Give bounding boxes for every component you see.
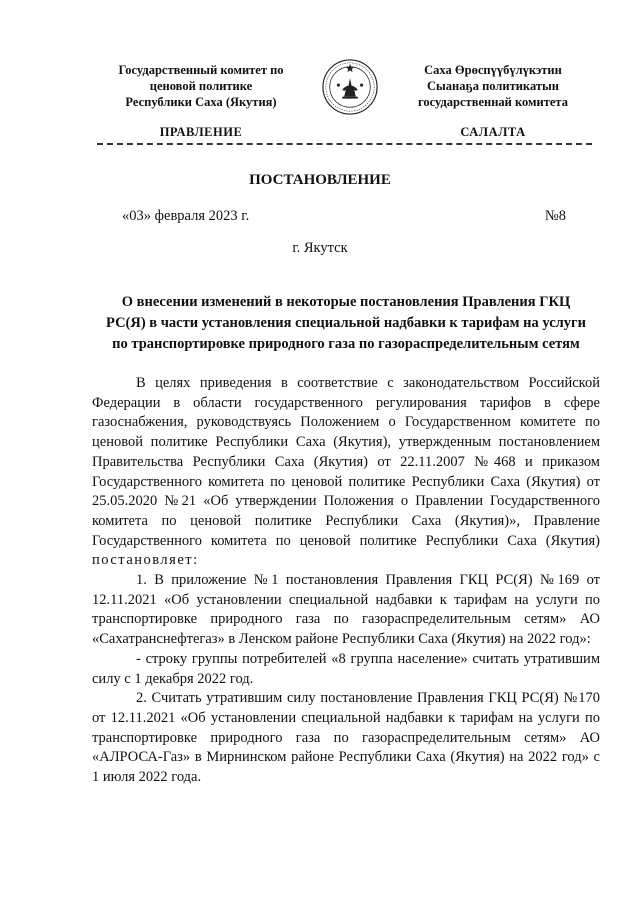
board-label-russian: ПРАВЛЕНИЕ (159, 125, 243, 139)
preamble-text: В целях приведения в соответствие с законодательством Российской Федерации в области государственного регулирования тарифов в сфере газоснабжения, руководствуясь Положением о Государственном комитете по ценовой политике Республики Саха (Якутия), утвержденным постановлением Правительства Республики Саха (Якутия) от 22.11.2007 №468 и приказом Государственного комитета по ценовой политике Республики Саха (Якутия) от 25.05.2020 №21 «Об утверждении Положения о Правлении Государственного комитета по ценовой политике Республики Саха (Якутия)», Правление Государственного комитета по ценовой политике Республики Саха (Якутия) (92, 375, 600, 549)
document-date: «03» февраля 2023 г. (122, 208, 250, 224)
document-type-heading: ПОСТАНОВЛЕНИЕ (249, 172, 391, 188)
preamble-paragraph (92, 374, 600, 571)
document-title-line: РС(Я) в части установления специальной надбавки к тарифам на услуги (106, 315, 586, 331)
committee-name-line: ценовой политике (149, 79, 253, 93)
yakutia-coat-of-arms-icon (321, 58, 379, 116)
item-1-paragraph: 1. В приложение №1 постановления Правления ГКЦ РС(Я) №169 от 12.11.2021 «Об установлении специальной надбавки к тарифам на услуги по транспортировке природного газа по газораспределительным сетям» АО «Сахатранснефтегаз» в Ленском районе Республики Саха (Якутия) на 2022 год»: (92, 572, 600, 648)
committee-name-line: Республики Саха (Якутия) (125, 95, 277, 109)
committee-name-line: Сыанаҕа политикатын (427, 79, 559, 93)
committee-name-line: Государственный комитет по (118, 63, 284, 77)
document-title (88, 292, 604, 355)
committee-name-line: государственнай комитета (418, 95, 568, 109)
document-title-line: О внесении изменений в некоторые постановления Правления ГКЦ (121, 294, 571, 310)
board-label-sakha: САЛАЛТА (460, 125, 526, 139)
document-number: №8 (544, 208, 566, 224)
header-divider (97, 143, 592, 145)
committee-name-sakha (388, 62, 598, 110)
item-1-subparagraph: - строку группы потребителей «8 группа население» считать утратившим силу с 1 декабря 2022 год. (92, 650, 600, 687)
committee-name-russian (96, 62, 306, 110)
item-2-paragraph: 2. Считать утратившим силу постановление Правления ГКЦ РС(Я) №170 от 12.11.2021 «Об установлении специальной надбавки к тарифам на услуги по транспортировке природного газа по газораспределительным сетям» АО «АЛРОСА-Газ» в Мирнинском районе Республики Саха (Якутия) на 2022 год» с 1 июля 2022 года. (92, 690, 600, 786)
decree-word: постановляет: (92, 552, 199, 569)
document-city: г. Якутск (292, 240, 348, 256)
committee-name-line: Саха Өрөспүүбүлүкэтин (424, 63, 562, 77)
document-title-line: по транспортировке природного газа по газораспределительным сетям (112, 336, 580, 352)
document-body (92, 374, 600, 788)
